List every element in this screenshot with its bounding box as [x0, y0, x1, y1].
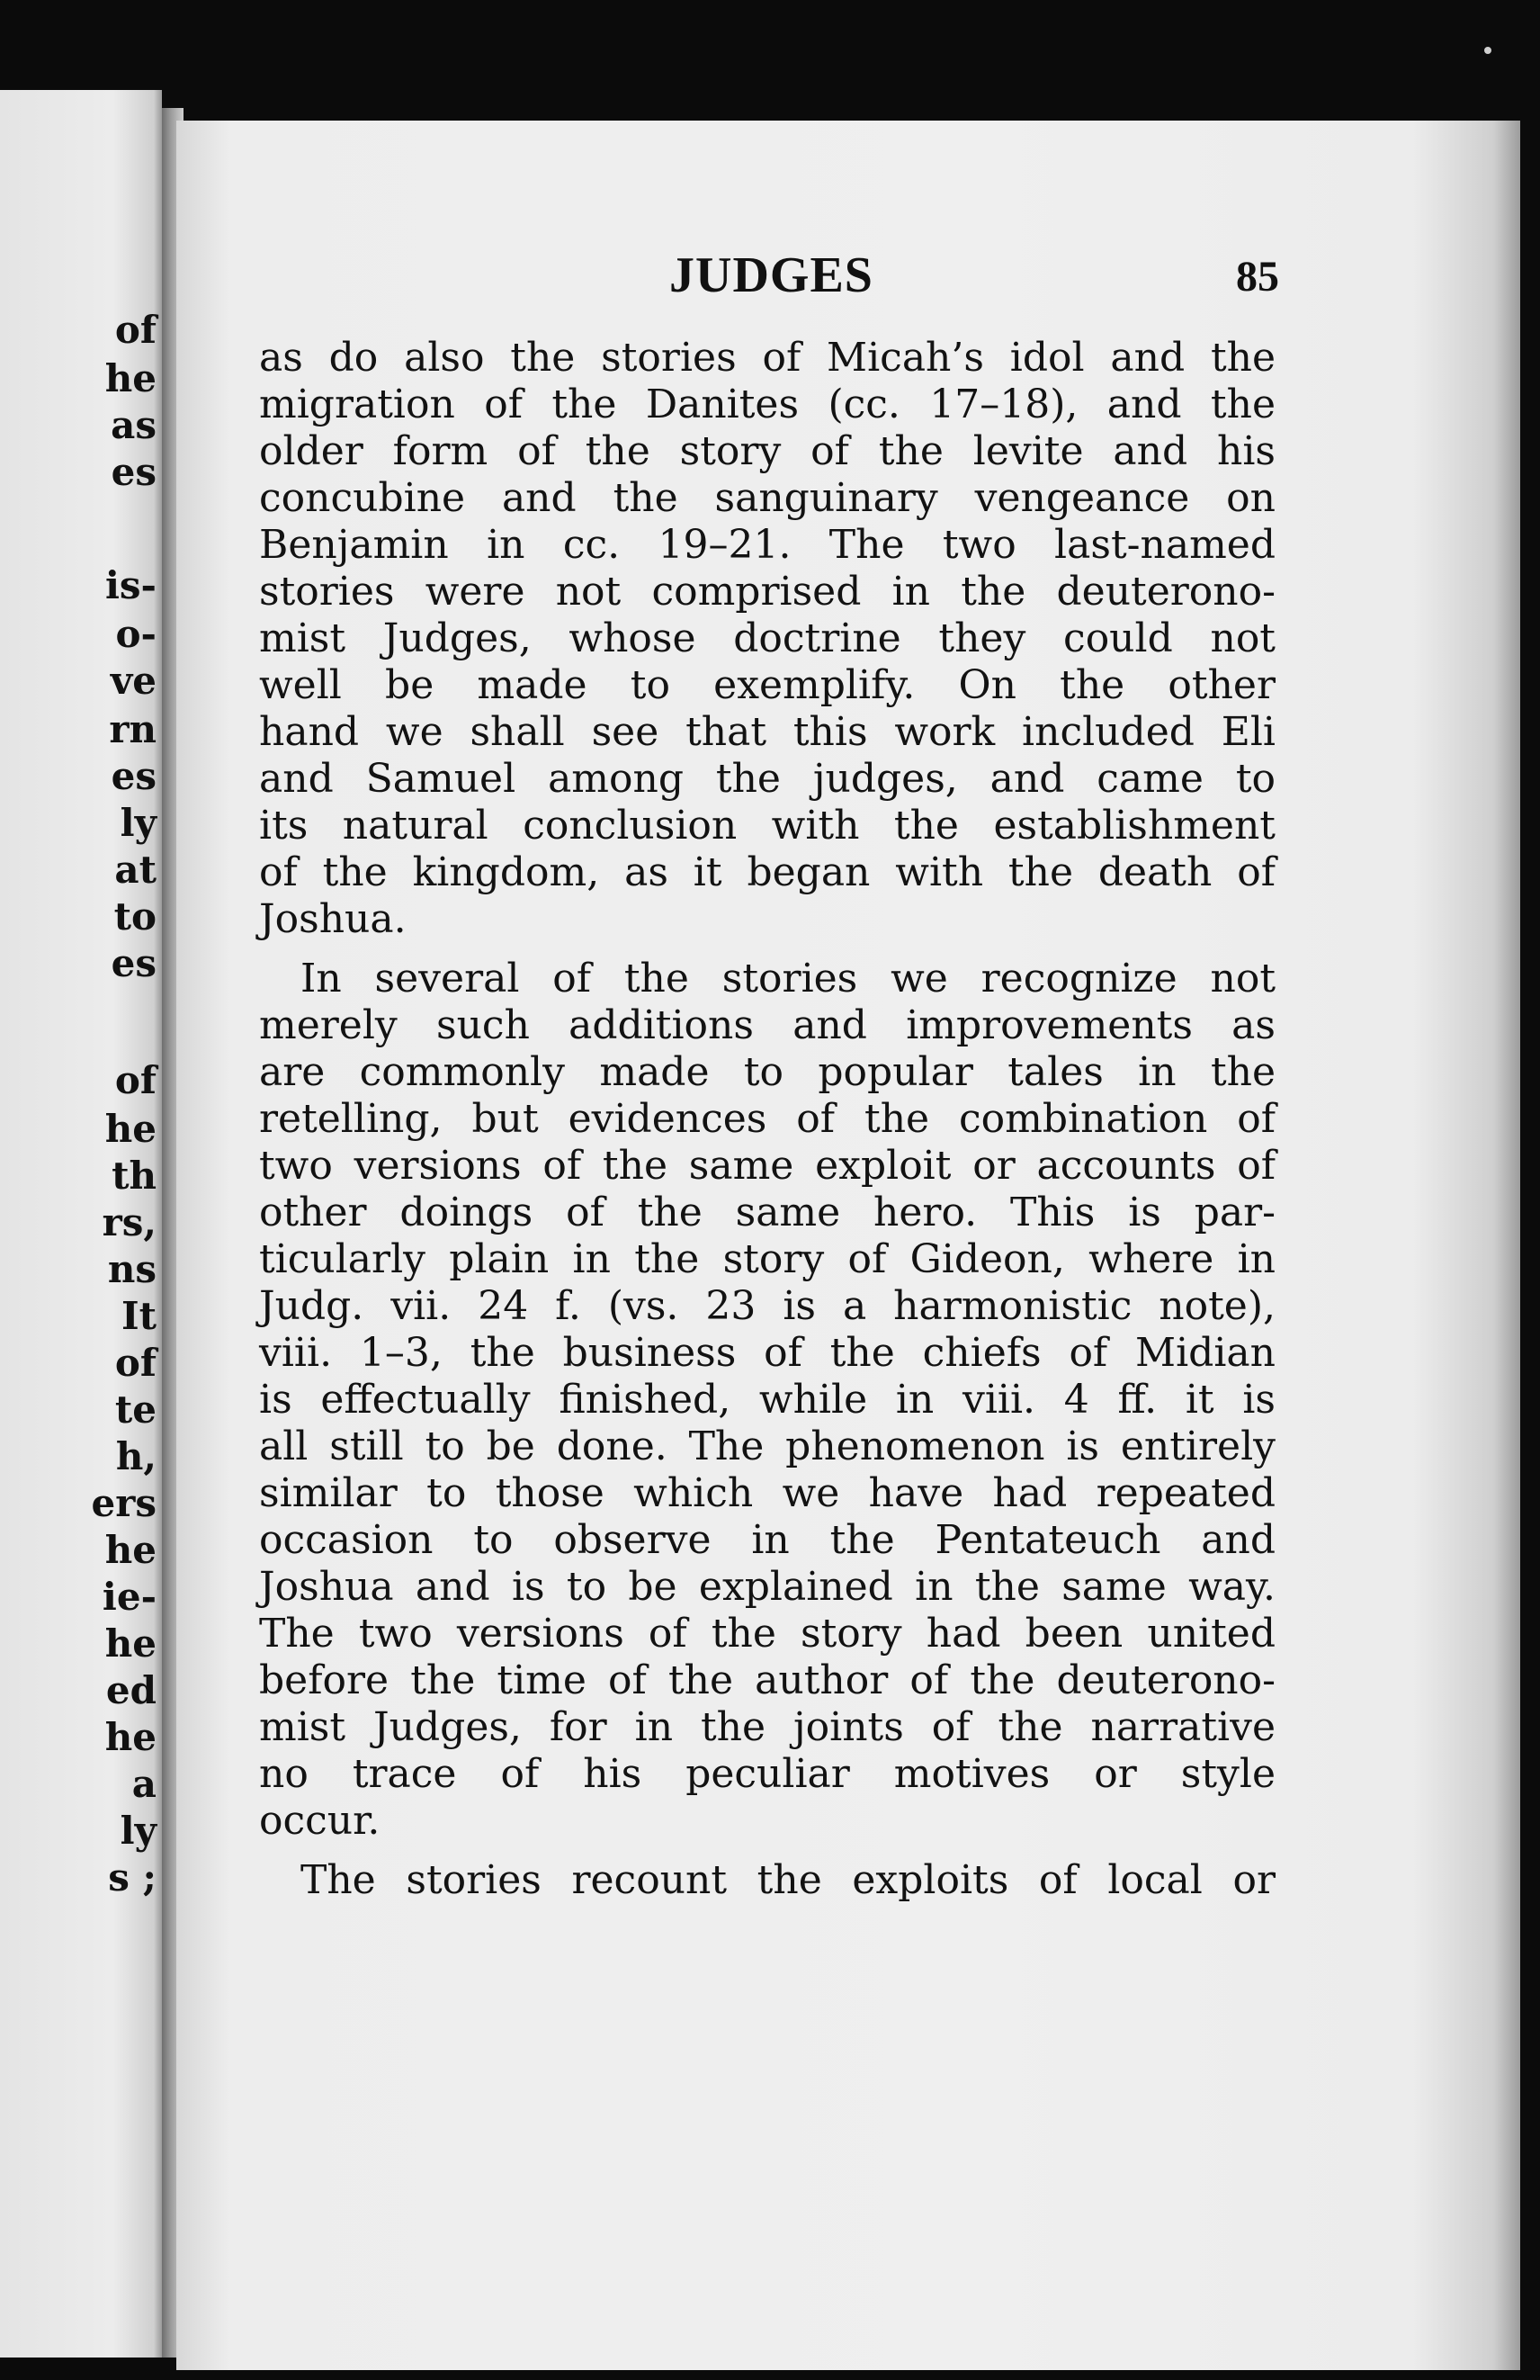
text-line: Joshua and is to be explained in the same way.	[259, 1564, 1276, 1610]
text-line: merely such additions and improvements as	[259, 1002, 1276, 1048]
text-line: its natural conclusion with the establishment	[259, 803, 1276, 849]
left-page-fragment: rs,	[102, 1200, 157, 1244]
dust-speck	[1484, 47, 1491, 54]
text-line: are commonly made to popular tales in the	[259, 1049, 1276, 1095]
text-line: The stories recount the exploits of local or	[300, 1857, 1276, 1903]
text-line: concubine and the sanguinary vengeance on	[259, 475, 1276, 521]
text-line: before the time of the author of the deuterono-	[259, 1657, 1276, 1703]
text-line: no trace of his peculiar motives or style	[259, 1751, 1276, 1797]
text-line: The two versions of the story had been united	[259, 1611, 1276, 1657]
text-line: occur.	[259, 1798, 381, 1844]
text-line: occasion to observe in the Pentateuch and	[259, 1517, 1276, 1563]
text-line: retelling, but evidences of the combination of	[259, 1096, 1276, 1142]
left-page-fragment: rn	[109, 707, 157, 751]
left-page	[0, 90, 162, 2358]
left-page-fragment: of	[114, 1341, 157, 1385]
text-line: migration of the Danites (cc. 17–18), and the	[259, 382, 1276, 427]
text-line: well be made to exemplify. On the other	[259, 662, 1276, 708]
left-page-fragment: ns	[107, 1247, 157, 1291]
text-line: Judg. vii. 24 f. (vs. 23 is a harmonistic note),	[259, 1283, 1276, 1329]
left-page-fragment: he	[104, 1528, 157, 1572]
left-page-fragment: he	[104, 1107, 157, 1151]
left-page-fragment: es	[111, 941, 157, 985]
left-page-fragment: te	[114, 1388, 157, 1432]
text-line: stories were not comprised in the deuterono-	[259, 569, 1276, 615]
left-page-fragment: ie-	[102, 1575, 157, 1619]
running-head	[0, 247, 1540, 301]
page-title: JUDGES	[669, 247, 873, 303]
text-line: viii. 1–3, the business of the chiefs of Midian	[259, 1330, 1276, 1376]
left-page-fragment: es	[111, 754, 157, 798]
left-page-fragment: at	[114, 848, 157, 892]
text-line: older form of the story of the levite and his	[259, 428, 1276, 474]
text-line: hand we shall see that this work included Eli	[259, 709, 1276, 755]
text-line: mist Judges, whose doctrine they could not	[259, 615, 1276, 661]
left-page-fragment: th	[112, 1154, 157, 1198]
text-line: Benjamin in cc. 19–21. The two last-named	[259, 522, 1276, 568]
left-page-fragment: he	[104, 1715, 157, 1759]
text-line: Joshua.	[259, 896, 407, 942]
left-page-fragment: ve	[110, 659, 157, 703]
left-page-fragment: is-	[104, 563, 157, 607]
left-page-fragment: to	[113, 894, 157, 939]
text-line: other doings of the same hero. This is par-	[259, 1190, 1276, 1235]
left-page-fragment: It	[121, 1294, 157, 1338]
left-page-fragment: ly	[120, 1809, 157, 1853]
text-line: mist Judges, for in the joints of the narrative	[259, 1704, 1276, 1750]
text-line: and Samuel among the judges, and came to	[259, 756, 1276, 802]
left-page-fragment: of	[114, 308, 157, 352]
text-line: of the kingdom, as it began with the death of	[259, 849, 1276, 895]
left-page-fragment: es	[111, 450, 157, 494]
text-line: ticularly plain in the story of Gideon, where in	[259, 1236, 1276, 1282]
left-page-fragment: he	[104, 356, 157, 400]
left-page-fragment: of	[114, 1058, 157, 1102]
left-page-fragment: o-	[115, 612, 157, 656]
left-page-fragment: he	[104, 1621, 157, 1666]
left-page-fragment: a	[131, 1762, 157, 1806]
text-line: In several of the stories we recognize not	[300, 956, 1276, 1001]
text-line: two versions of the same exploit or accounts of	[259, 1143, 1276, 1189]
text-line: similar to those which we have had repeated	[259, 1470, 1276, 1516]
left-page-fragment: h,	[115, 1434, 157, 1478]
page-number: 85	[1236, 253, 1279, 301]
text-line: as do also the stories of Micah’s idol and the	[259, 335, 1276, 381]
left-page-fragment: ly	[120, 801, 157, 845]
text-line: all still to be done. The phenomenon is entirely	[259, 1424, 1276, 1469]
text-line: is effectually finished, while in viii. 4 ff. it is	[259, 1377, 1276, 1423]
left-page-fragment: s ;	[108, 1855, 157, 1900]
left-page-fragment: as	[111, 403, 157, 447]
left-page-fragment: ers	[91, 1481, 157, 1525]
left-page-fragment: ed	[105, 1668, 157, 1712]
